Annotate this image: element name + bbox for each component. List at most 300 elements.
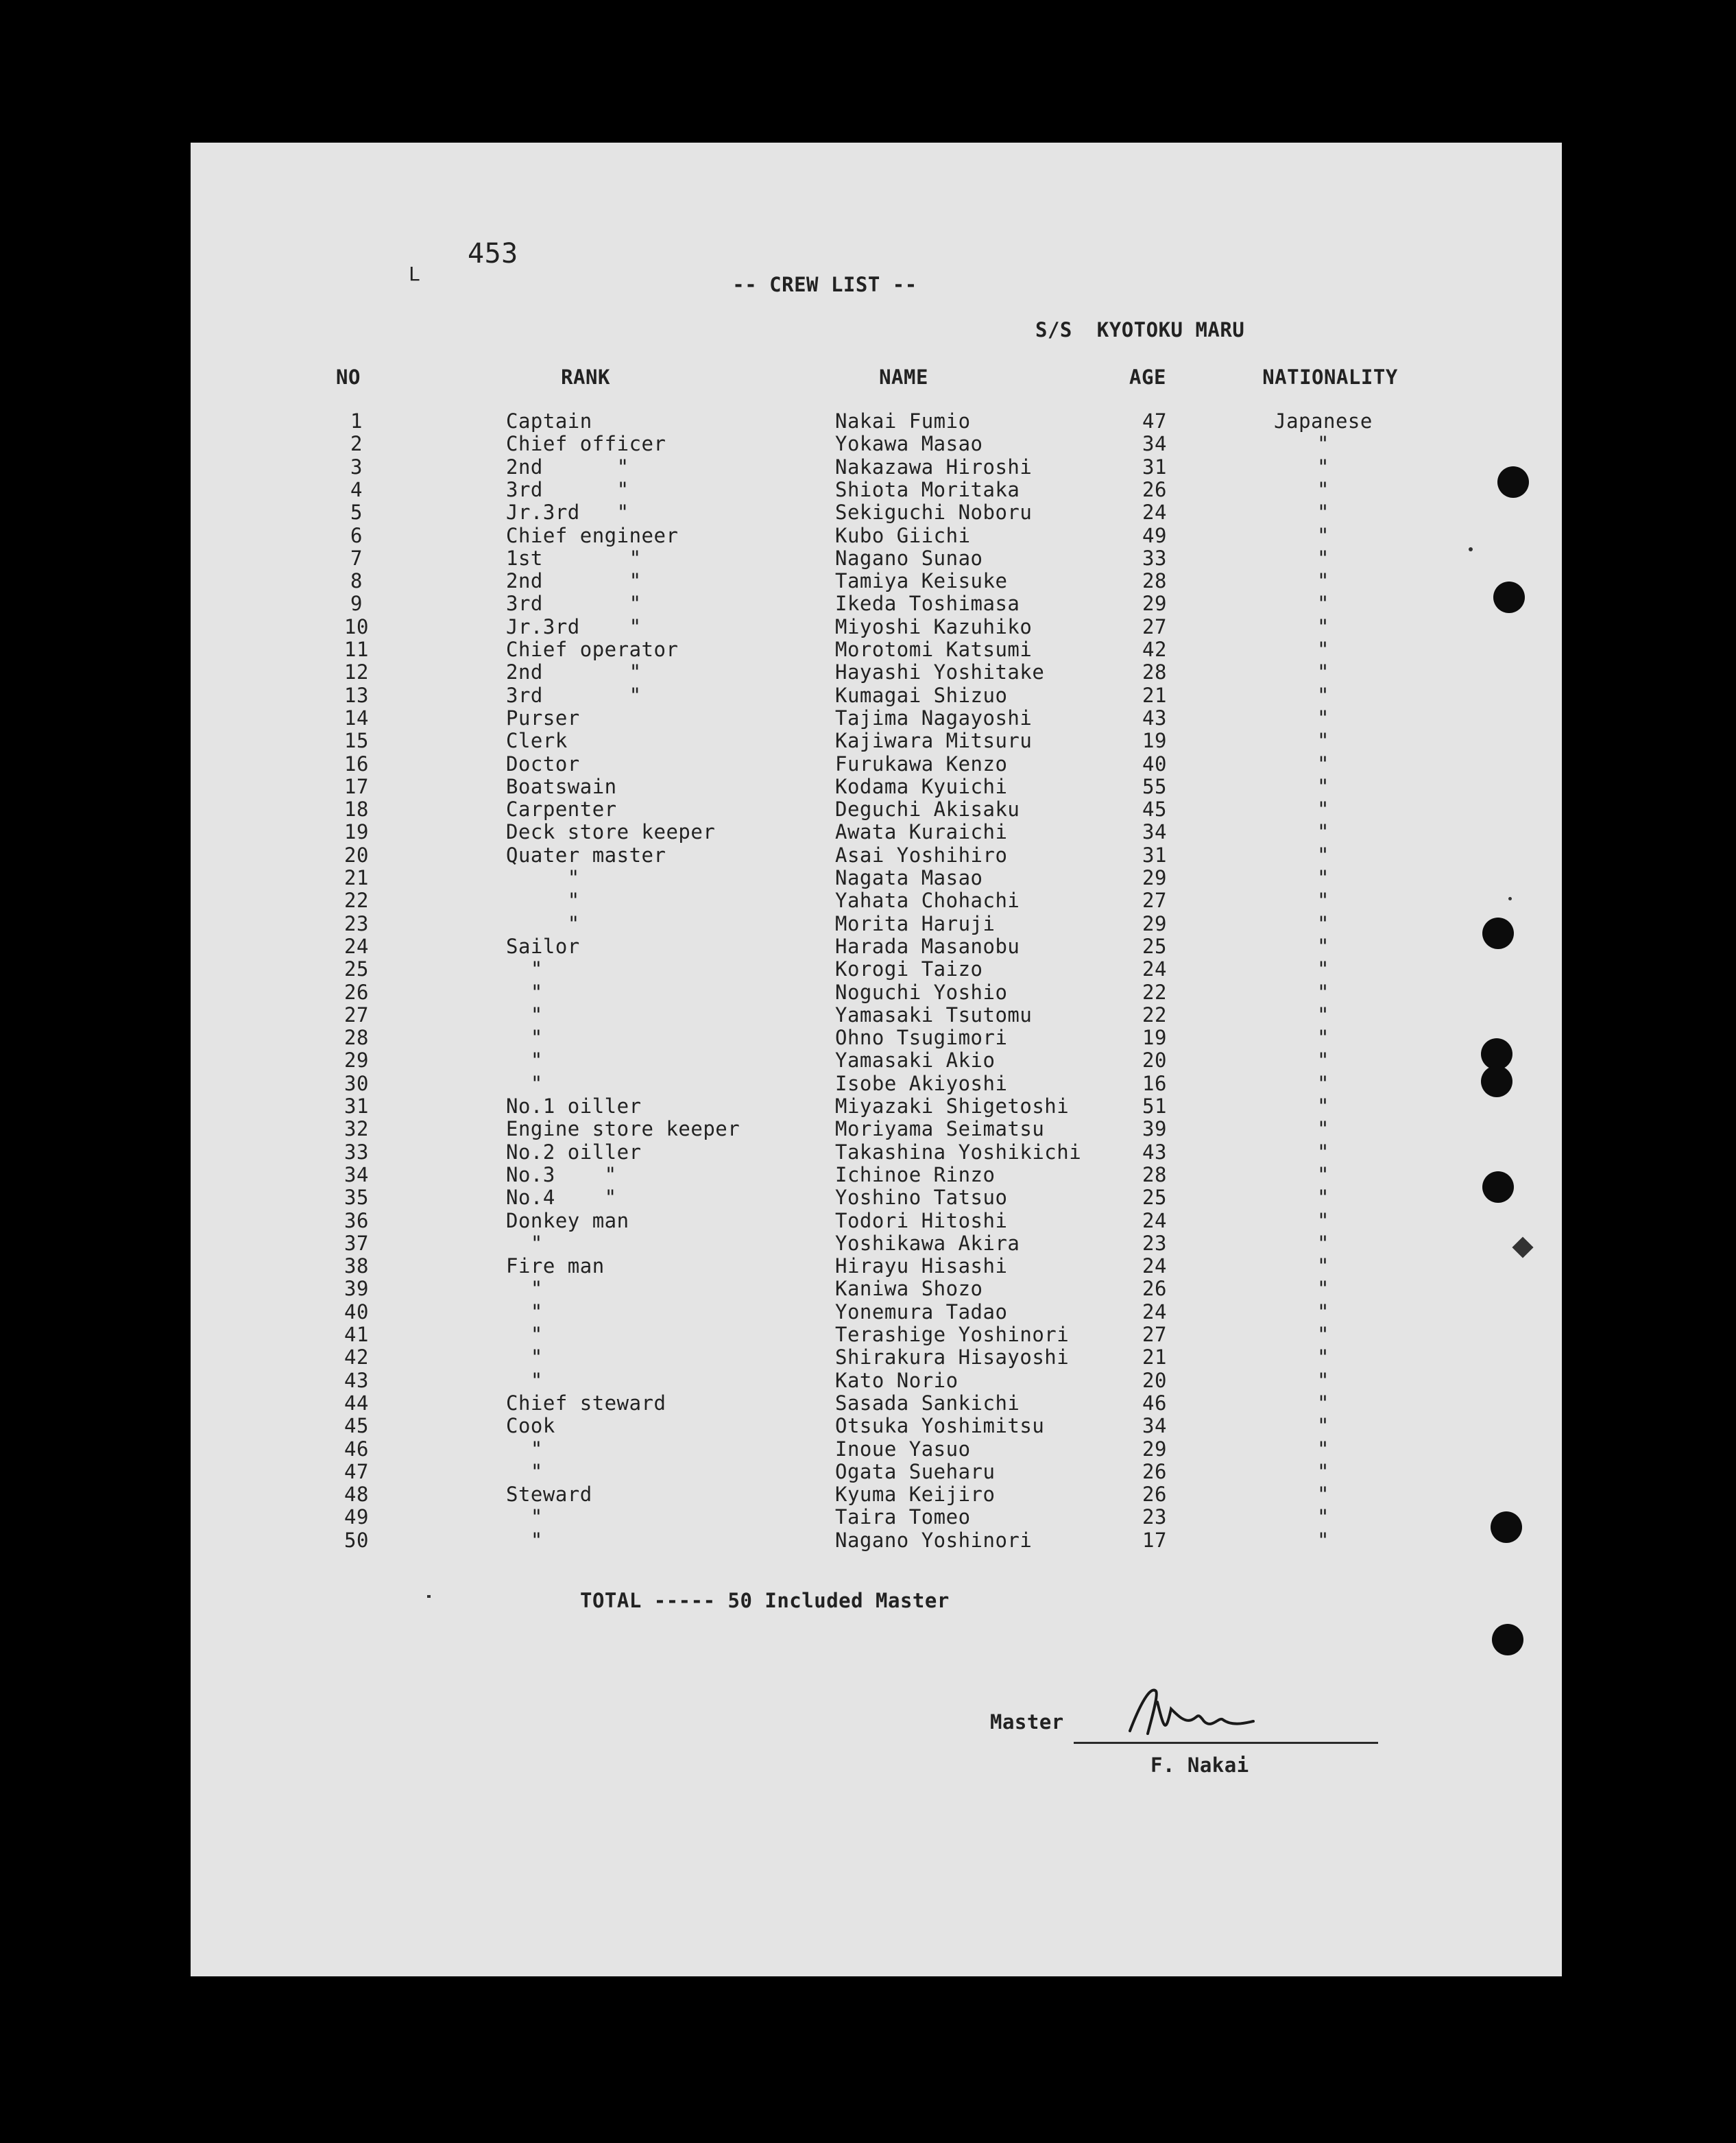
table-row: [191, 1142, 1562, 1165]
cell-rank: ": [506, 1323, 543, 1346]
cell-rank: ": [506, 1437, 543, 1461]
cell-no: 11: [344, 638, 369, 661]
cell-age: 29: [1142, 1437, 1167, 1461]
table-row: [191, 1459, 1562, 1485]
cell-no: 40: [344, 1300, 369, 1324]
cell-rank: Chief officer: [506, 432, 666, 456]
cell-no: 15: [344, 729, 369, 753]
cell-nationality: ": [1317, 934, 1329, 958]
cell-name: Noguchi Yoshio: [835, 980, 1008, 1004]
cell-name: Otsuka Yoshimitsu: [835, 1414, 1045, 1438]
cell-name: Nagano Yoshinori: [835, 1528, 1033, 1552]
cell-age: 22: [1142, 980, 1167, 1004]
cell-no: 49: [344, 1505, 369, 1529]
table-row: [191, 708, 1562, 731]
cell-rank: Engine store keeper: [506, 1117, 740, 1141]
cell-age: 26: [1142, 1483, 1167, 1507]
table-row: [191, 523, 1562, 549]
cell-rank: 2nd ": [506, 660, 642, 684]
cell-nationality: ": [1317, 1391, 1329, 1415]
cell-name: Nakazawa Hiroshi: [835, 455, 1033, 479]
cell-nationality: ": [1317, 980, 1329, 1004]
cell-rank: Clerk: [506, 729, 568, 753]
cell-age: 40: [1142, 752, 1167, 776]
cell-name: Korogi Taizo: [835, 957, 983, 981]
table-row: [191, 754, 1562, 777]
table-row: [191, 1208, 1562, 1234]
cell-name: Sasada Sankichi: [835, 1391, 1020, 1415]
cell-age: 21: [1142, 683, 1167, 707]
cell-no: 48: [344, 1483, 369, 1507]
cell-name: Terashige Yoshinori: [835, 1323, 1070, 1346]
cell-no: 22: [344, 889, 369, 913]
header-age: AGE: [1129, 366, 1166, 389]
cell-no: 4: [350, 477, 363, 501]
cell-rank: Deck store keeper: [506, 820, 716, 844]
cell-no: 7: [350, 546, 363, 570]
cell-no: 18: [344, 798, 369, 822]
table-row: [191, 1256, 1562, 1279]
cell-name: Nakai Fumio: [835, 409, 971, 433]
cell-name: Asai Yoshihiro: [835, 843, 1008, 867]
speck: [1469, 547, 1473, 551]
cell-nationality: ": [1317, 1459, 1329, 1483]
cell-name: Kodama Kyuichi: [835, 774, 1008, 798]
cell-rank: No.1 oiller: [506, 1094, 642, 1118]
cell-nationality: ": [1317, 1162, 1329, 1186]
cell-name: Miyazaki Shigetoshi: [835, 1094, 1070, 1118]
cell-name: Hirayu Hisashi: [835, 1254, 1008, 1278]
cell-no: 8: [350, 569, 363, 593]
cell-age: 24: [1142, 1300, 1167, 1324]
cell-age: 43: [1142, 1140, 1167, 1164]
cell-name: Kaniwa Shozo: [835, 1277, 983, 1301]
cell-rank: 1st ": [506, 546, 642, 570]
cell-name: Isobe Akiyoshi: [835, 1071, 1008, 1095]
page-number: 453: [468, 238, 518, 270]
cell-rank: Chief operator: [506, 638, 679, 661]
cell-rank: 3rd ": [506, 477, 629, 501]
cell-rank: Cook: [506, 1414, 555, 1438]
cell-nationality: ": [1317, 1437, 1329, 1461]
table-row: [191, 1005, 1562, 1028]
table-row: [191, 477, 1562, 503]
cell-name: Harada Masanobu: [835, 934, 1020, 958]
cell-no: 34: [344, 1162, 369, 1186]
cell-name: Yamasaki Akio: [835, 1049, 996, 1073]
cell-name: Yamasaki Tsutomu: [835, 1003, 1033, 1027]
document-page: [191, 143, 1562, 1976]
cell-age: 42: [1142, 638, 1167, 661]
cell-nationality: ": [1317, 1277, 1329, 1301]
cell-nationality: ": [1317, 569, 1329, 593]
cell-no: 39: [344, 1277, 369, 1301]
cell-name: Morotomi Katsumi: [835, 638, 1033, 661]
cell-age: 23: [1142, 1231, 1167, 1255]
cell-nationality: ": [1317, 774, 1329, 798]
cell-age: 20: [1142, 1368, 1167, 1392]
table-row: [191, 911, 1562, 937]
punch-hole: [1481, 1066, 1512, 1097]
cell-rank: 2nd ": [506, 455, 629, 479]
cell-no: 17: [344, 774, 369, 798]
cell-age: 25: [1142, 1186, 1167, 1210]
cell-nationality: ": [1317, 683, 1329, 707]
cell-name: Shirakura Hisayoshi: [835, 1345, 1070, 1369]
cell-no: 33: [344, 1140, 369, 1164]
cell-no: 44: [344, 1391, 369, 1415]
cell-name: Ichinoe Rinzo: [835, 1162, 996, 1186]
cell-no: 32: [344, 1117, 369, 1141]
cell-age: 26: [1142, 477, 1167, 501]
cell-name: Yokawa Masao: [835, 432, 983, 456]
cell-no: 37: [344, 1231, 369, 1255]
cell-rank: Boatswain: [506, 774, 617, 798]
signature-line: [1074, 1742, 1378, 1744]
cell-nationality: ": [1317, 1140, 1329, 1164]
cell-no: 43: [344, 1368, 369, 1392]
cell-no: 14: [344, 706, 369, 730]
cell-name: Tamiya Keisuke: [835, 569, 1008, 593]
cell-rank: Sailor: [506, 934, 580, 958]
cell-no: 23: [344, 911, 369, 935]
cell-age: 27: [1142, 614, 1167, 638]
cell-name: Shiota Moritaka: [835, 477, 1020, 501]
table-row: [191, 1119, 1562, 1142]
cell-nationality: ": [1317, 1003, 1329, 1027]
table-row: [191, 1302, 1562, 1325]
cell-rank: ": [506, 1528, 543, 1552]
cell-age: 49: [1142, 523, 1167, 547]
cell-name: Ikeda Toshimasa: [835, 592, 1020, 616]
table-row: [191, 1416, 1562, 1439]
cell-age: 17: [1142, 1528, 1167, 1552]
cell-rank: Carpenter: [506, 798, 617, 822]
signature: [1116, 1681, 1294, 1743]
cell-no: 50: [344, 1528, 369, 1552]
cell-no: 27: [344, 1003, 369, 1027]
table-row: [191, 774, 1562, 800]
table-row: [191, 980, 1562, 1005]
cell-no: 46: [344, 1437, 369, 1461]
cell-rank: ": [506, 1505, 543, 1529]
cell-age: 55: [1142, 774, 1167, 798]
cell-nationality: ": [1317, 1505, 1329, 1529]
table-row: [191, 1279, 1562, 1302]
cell-age: 31: [1142, 455, 1167, 479]
cell-rank: Donkey man: [506, 1208, 629, 1232]
cell-no: 6: [350, 523, 363, 547]
document-title: -- CREW LIST --: [732, 273, 917, 296]
cell-rank: ": [506, 1345, 543, 1369]
cell-name: Kubo Giichi: [835, 523, 971, 547]
header-name: NAME: [879, 366, 928, 389]
table-row: [191, 1393, 1562, 1416]
table-row: [191, 503, 1562, 525]
cell-nationality: Japanese: [1274, 409, 1373, 433]
cell-age: 25: [1142, 934, 1167, 958]
cell-name: Yonemura Tadao: [835, 1300, 1008, 1324]
cell-nationality: ": [1317, 706, 1329, 730]
cell-age: 46: [1142, 1391, 1167, 1415]
cell-age: 47: [1142, 409, 1167, 433]
cell-rank: ": [506, 1459, 543, 1483]
header-rank: RANK: [561, 366, 610, 389]
cell-no: 21: [344, 866, 369, 889]
cell-nationality: ": [1317, 1300, 1329, 1324]
cell-rank: ": [506, 1049, 543, 1073]
cell-nationality: ": [1317, 455, 1329, 479]
punch-hole: [1482, 918, 1514, 949]
cell-no: 5: [350, 501, 363, 525]
cell-rank: ": [506, 980, 543, 1004]
cell-name: Morita Haruji: [835, 911, 996, 935]
cell-rank: Captain: [506, 409, 592, 433]
cell-nationality: ": [1317, 1231, 1329, 1255]
table-row: [191, 731, 1562, 754]
cell-nationality: ": [1317, 1368, 1329, 1392]
cell-no: 12: [344, 660, 369, 684]
cell-age: 20: [1142, 1049, 1167, 1073]
cell-nationality: ": [1317, 1345, 1329, 1369]
cell-age: 31: [1142, 843, 1167, 867]
cell-nationality: ": [1317, 1414, 1329, 1438]
cell-nationality: ": [1317, 432, 1329, 456]
cell-age: 28: [1142, 1162, 1167, 1186]
table-row: [191, 843, 1562, 868]
cell-rank: Steward: [506, 1483, 592, 1507]
cell-nationality: ": [1317, 614, 1329, 638]
punch-hole: [1491, 1511, 1522, 1543]
cell-rank: No.4 ": [506, 1186, 617, 1210]
master-label: Master: [990, 1710, 1064, 1734]
cell-nationality: ": [1317, 477, 1329, 501]
cell-name: Nagano Sunao: [835, 546, 983, 570]
cell-nationality: ": [1317, 820, 1329, 844]
cell-name: Takashina Yoshikichi: [835, 1140, 1082, 1164]
table-row: [191, 1231, 1562, 1256]
cell-no: 25: [344, 957, 369, 981]
cell-age: 24: [1142, 501, 1167, 525]
punch-hole: [1493, 582, 1525, 613]
table-row: [191, 457, 1562, 480]
table-row: [191, 800, 1562, 822]
cell-name: Awata Kuraichi: [835, 820, 1008, 844]
cell-name: Yoshikawa Akira: [835, 1231, 1020, 1255]
cell-rank: Jr.3rd ": [506, 501, 629, 525]
cell-age: 43: [1142, 706, 1167, 730]
cell-rank: Jr.3rd ": [506, 614, 642, 638]
cell-name: Nagata Masao: [835, 866, 983, 889]
cell-nationality: ": [1317, 1049, 1329, 1073]
cell-no: 10: [344, 614, 369, 638]
cell-no: 1: [350, 409, 363, 433]
cell-rank: ": [506, 1231, 543, 1255]
cell-no: 2: [350, 432, 363, 456]
cell-age: 29: [1142, 592, 1167, 616]
cell-age: 34: [1142, 1414, 1167, 1438]
speck: [427, 1595, 431, 1598]
cell-nationality: ": [1317, 592, 1329, 616]
cell-age: 29: [1142, 866, 1167, 889]
cell-name: Todori Hitoshi: [835, 1208, 1008, 1232]
punch-hole: [1497, 466, 1529, 498]
table-row: [191, 640, 1562, 662]
cell-age: 22: [1142, 1003, 1167, 1027]
table-row: [191, 1028, 1562, 1051]
cell-no: 36: [344, 1208, 369, 1232]
cell-no: 28: [344, 1026, 369, 1050]
cell-name: Yoshino Tatsuo: [835, 1186, 1008, 1210]
cell-rank: ": [506, 1277, 543, 1301]
table-row: [191, 1528, 1562, 1553]
table-row: [191, 683, 1562, 708]
punch-hole: [1492, 1624, 1523, 1655]
cell-name: Yahata Chohachi: [835, 889, 1020, 913]
cell-rank: ": [506, 1026, 543, 1050]
cell-no: 45: [344, 1414, 369, 1438]
cell-name: Tajima Nagayoshi: [835, 706, 1033, 730]
cell-nationality: ": [1317, 1186, 1329, 1210]
cell-age: 39: [1142, 1117, 1167, 1141]
cell-no: 13: [344, 683, 369, 707]
cell-nationality: ": [1317, 1483, 1329, 1507]
cell-no: 19: [344, 820, 369, 844]
cell-no: 20: [344, 843, 369, 867]
cell-rank: No.2 oiller: [506, 1140, 642, 1164]
cell-nationality: ": [1317, 546, 1329, 570]
corner-mark: L: [409, 263, 421, 285]
cell-rank: Fire man: [506, 1254, 605, 1278]
cell-no: 42: [344, 1345, 369, 1369]
cell-nationality: ": [1317, 1528, 1329, 1552]
cell-rank: ": [506, 957, 543, 981]
table-row: [191, 614, 1562, 640]
table-row: [191, 1485, 1562, 1507]
table-row: [191, 1071, 1562, 1097]
cell-rank: 3rd ": [506, 683, 642, 707]
table-row: [191, 1368, 1562, 1393]
cell-rank: ": [506, 1003, 543, 1027]
cell-name: Furukawa Kenzo: [835, 752, 1008, 776]
cell-rank: ": [506, 1368, 543, 1392]
cell-age: 24: [1142, 957, 1167, 981]
cell-no: 9: [350, 592, 363, 616]
cell-no: 3: [350, 455, 363, 479]
cell-rank: 3rd ": [506, 592, 642, 616]
cell-age: 24: [1142, 1254, 1167, 1278]
cell-name: Sekiguchi Noboru: [835, 501, 1033, 525]
table-row: [191, 1439, 1562, 1462]
cell-age: 26: [1142, 1459, 1167, 1483]
cell-rank: Quater master: [506, 843, 666, 867]
cell-nationality: ": [1317, 957, 1329, 981]
cell-nationality: ": [1317, 729, 1329, 753]
cell-nationality: ": [1317, 752, 1329, 776]
cell-nationality: ": [1317, 1208, 1329, 1232]
cell-nationality: ": [1317, 911, 1329, 935]
table-row: [191, 1051, 1562, 1073]
cell-age: 23: [1142, 1505, 1167, 1529]
cell-no: 24: [344, 934, 369, 958]
table-row: [191, 434, 1562, 457]
table-row: [191, 411, 1562, 434]
cell-name: Kumagai Shizuo: [835, 683, 1008, 707]
cell-age: 27: [1142, 1323, 1167, 1346]
cell-name: Inoue Yasuo: [835, 1437, 971, 1461]
cell-nationality: ": [1317, 889, 1329, 913]
cell-age: 45: [1142, 798, 1167, 822]
ship-name: S/S KYOTOKU MARU: [1035, 318, 1245, 342]
cell-name: Ogata Sueharu: [835, 1459, 996, 1483]
cell-age: 34: [1142, 432, 1167, 456]
cell-nationality: ": [1317, 1323, 1329, 1346]
cell-age: 19: [1142, 1026, 1167, 1050]
table-row: [191, 891, 1562, 913]
cell-name: Taira Tomeo: [835, 1505, 971, 1529]
table-row: [191, 868, 1562, 891]
cell-age: 21: [1142, 1345, 1167, 1369]
cell-age: 33: [1142, 546, 1167, 570]
table-row: [191, 1325, 1562, 1348]
table-row: [191, 594, 1562, 616]
cell-rank: ": [506, 1300, 543, 1324]
table-row: [191, 934, 1562, 959]
header-no: NO: [336, 366, 361, 389]
cell-nationality: ": [1317, 1026, 1329, 1050]
cell-no: 35: [344, 1186, 369, 1210]
cell-name: Deguchi Akisaku: [835, 798, 1020, 822]
cell-age: 28: [1142, 660, 1167, 684]
cell-nationality: ": [1317, 638, 1329, 661]
cell-nationality: ": [1317, 523, 1329, 547]
cell-rank: Purser: [506, 706, 580, 730]
header-nationality: NATIONALITY: [1262, 366, 1398, 389]
cell-rank: 2nd ": [506, 569, 642, 593]
total-line: TOTAL ----- 50 Included Master: [580, 1589, 950, 1612]
cell-age: 19: [1142, 729, 1167, 753]
cell-nationality: ": [1317, 501, 1329, 525]
cell-nationality: ": [1317, 843, 1329, 867]
cell-name: Kato Norio: [835, 1368, 959, 1392]
cell-no: 29: [344, 1049, 369, 1073]
cell-rank: ": [506, 889, 580, 913]
cell-name: Moriyama Seimatsu: [835, 1117, 1045, 1141]
cell-no: 31: [344, 1094, 369, 1118]
table-row: [191, 546, 1562, 571]
table-row: [191, 1162, 1562, 1188]
cell-age: 24: [1142, 1208, 1167, 1232]
cell-no: 47: [344, 1459, 369, 1483]
table-row: [191, 822, 1562, 845]
cell-rank: ": [506, 866, 580, 889]
cell-age: 34: [1142, 820, 1167, 844]
cell-rank: No.3 ": [506, 1162, 617, 1186]
table-row: [191, 571, 1562, 594]
cell-nationality: ": [1317, 660, 1329, 684]
speck: [1508, 897, 1512, 900]
cell-rank: ": [506, 911, 580, 935]
cell-nationality: ": [1317, 1117, 1329, 1141]
cell-no: 38: [344, 1254, 369, 1278]
cell-name: Ohno Tsugimori: [835, 1026, 1008, 1050]
cell-name: Kajiwara Mitsuru: [835, 729, 1033, 753]
cell-no: 16: [344, 752, 369, 776]
cell-nationality: ": [1317, 1254, 1329, 1278]
signatory-name: F. Nakai: [1150, 1753, 1249, 1777]
table-row: [191, 662, 1562, 685]
table-row: [191, 1188, 1562, 1210]
